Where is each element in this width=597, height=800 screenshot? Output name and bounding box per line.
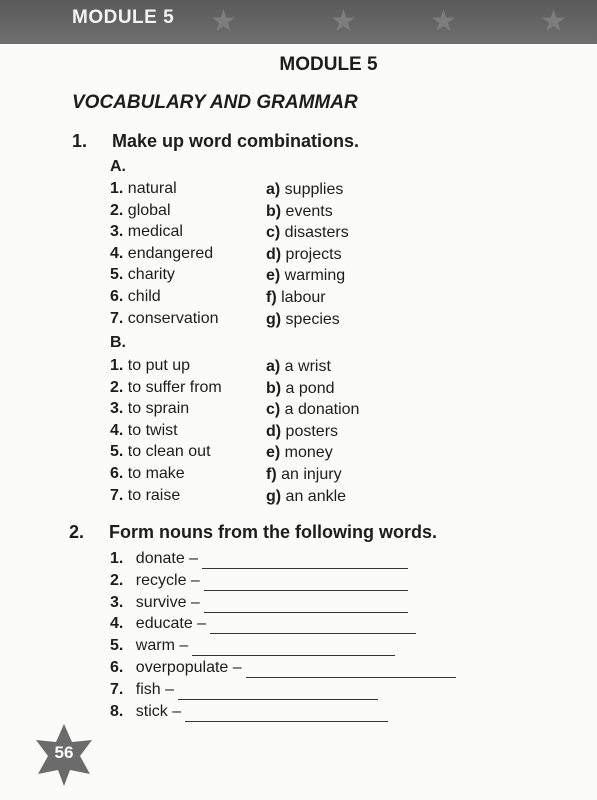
part-a-right-item: [266, 222, 349, 243]
part-a-left-item: [110, 308, 219, 329]
part-b-left-item: [110, 398, 189, 419]
part-b-left-item-text: to make: [123, 465, 185, 482]
part-a-right-item: [266, 309, 340, 330]
part-a-left-item: [110, 264, 175, 285]
task-2-item-number: 4.: [110, 615, 124, 633]
part-a-right-item: [266, 287, 326, 308]
part-a-left-item-text: global: [123, 201, 171, 219]
task-2-item: [110, 701, 388, 722]
part-a-left-item-text: conservation: [123, 309, 219, 327]
part-a-right-item-text: projects: [281, 245, 342, 263]
part-a-right-item-number: c): [266, 224, 281, 242]
part-a-left-item: [110, 286, 161, 307]
part-b-left-item: [110, 420, 178, 441]
star-decoration-icon: ★: [330, 5, 357, 38]
task-1-number: 1.: [72, 131, 88, 151]
part-b-right-item: [266, 442, 333, 463]
part-a-left-item: [110, 178, 177, 199]
task-1-heading: [72, 131, 359, 152]
answer-blank-line[interactable]: [185, 706, 388, 722]
part-b-right-item-number: e): [266, 444, 281, 462]
part-b-left-item-number: 2.: [110, 378, 124, 396]
star-decoration-icon: ★: [210, 5, 237, 38]
part-a-left-item-number: 4.: [110, 244, 124, 262]
part-a-right-item: [266, 201, 333, 222]
part-b-right-item-text: money: [280, 444, 333, 462]
part-b-left-item: [110, 485, 180, 506]
task-2-item: [110, 592, 408, 613]
part-b-right-item-number: b): [266, 379, 282, 397]
answer-blank-line[interactable]: [178, 684, 378, 700]
page-number: 56: [54, 743, 74, 762]
part-b-right-item-number: g): [266, 487, 282, 505]
task-2-item-number: 8.: [110, 702, 124, 720]
task-2-item: [110, 570, 408, 591]
task-2-item-word: donate –: [131, 550, 199, 567]
part-a-left-item: [110, 243, 213, 264]
part-b-right-item-text: a wrist: [280, 358, 331, 375]
part-b-left-item-text: to clean out: [123, 443, 211, 461]
task-2-item: [110, 635, 395, 656]
part-b-right-item-number: d): [266, 422, 282, 440]
part-a-left-item-text: charity: [123, 266, 175, 284]
task-2-item-number: 6.: [110, 659, 124, 676]
task-2-title: Form nouns from the following words.: [109, 522, 437, 542]
part-a-right-item-text: supplies: [280, 181, 344, 198]
task-2-item-number: 2.: [110, 571, 124, 589]
part-b-right-item-number: a): [266, 358, 281, 375]
part-a-left-item-number: 7.: [110, 309, 124, 327]
part-a-left-item-number: 3.: [110, 223, 124, 241]
page-number-badge: [32, 722, 96, 786]
part-b-left-item-number: 6.: [110, 465, 124, 482]
star-decoration-icon: ★: [430, 5, 457, 38]
part-a-right-item-number: e): [266, 267, 281, 285]
task-2-item-word: recycle –: [131, 571, 200, 589]
part-b-right-item-text: an ankle: [281, 487, 347, 505]
part-b-left-item-number: 1.: [110, 357, 124, 374]
task-2-item-number: 1.: [110, 550, 124, 567]
part-a-left-item-number: 2.: [110, 201, 124, 219]
section-title: VOCABULARY AND GRAMMAR: [72, 92, 358, 113]
part-b-right-item-text: a pond: [281, 379, 335, 397]
task-2-item-number: 7.: [110, 680, 124, 698]
part-a-right-item-number: a): [266, 181, 281, 198]
task-2-item-word: fish –: [131, 680, 175, 698]
part-b-right-item: [266, 356, 331, 377]
task-2-item-number: 5.: [110, 637, 124, 655]
part-a-left-item-number: 6.: [110, 288, 124, 305]
part-b-left-item: [110, 355, 190, 376]
part-a-left-item-text: child: [123, 288, 161, 305]
part-a-left-item-text: medical: [123, 223, 183, 241]
module-header-bar: [0, 0, 597, 44]
part-b-left-item-text: to put up: [123, 357, 191, 374]
part-a-left-item-number: 1.: [110, 180, 124, 197]
answer-blank-line[interactable]: [204, 575, 408, 591]
task-2-item-word: overpopulate –: [131, 659, 242, 676]
part-b-left-item-text: to twist: [123, 421, 178, 439]
part-a-right-item-number: d): [266, 245, 282, 263]
part-b-left-item-number: 4.: [110, 421, 124, 439]
task-2-item: [110, 657, 456, 678]
part-a-left-item-number: 5.: [110, 266, 124, 284]
part-a-left-item-text: endangered: [123, 244, 214, 262]
part-b-right-item: [266, 378, 335, 399]
part-b-right-item-text: posters: [281, 422, 339, 440]
part-b-left-item-number: 5.: [110, 443, 124, 461]
part-b-right-item-number: f): [266, 466, 277, 483]
part-b-left-item: [110, 463, 185, 484]
part-b-right-item-text: an injury: [276, 466, 342, 483]
task-1-title: Make up word combinations.: [112, 131, 360, 151]
part-b-left-item-number: 7.: [110, 486, 124, 504]
part-b-right-item: [266, 464, 342, 485]
part-b-left-item-number: 3.: [110, 400, 124, 418]
part-a-right-item-text: warming: [280, 267, 346, 285]
part-a-right-item-number: b): [266, 202, 282, 220]
part-b-label: B.: [110, 334, 126, 351]
task-2-item: [110, 613, 416, 634]
part-a-left-item: [110, 200, 171, 221]
part-a-right-item-number: f): [266, 289, 277, 306]
task-2-item: [110, 679, 378, 700]
part-a-left-item-text: natural: [123, 180, 177, 197]
part-b-left-item: [110, 377, 222, 398]
part-b-right-item: [266, 486, 346, 507]
task-2-number: 2.: [69, 522, 85, 542]
part-a-right-item-number: g): [266, 310, 282, 328]
part-a-right-item: [266, 265, 345, 286]
answer-blank-line[interactable]: [210, 618, 416, 634]
task-2-item-word: survive –: [131, 593, 200, 611]
part-b-right-item-text: a donation: [280, 401, 360, 419]
answer-blank-line[interactable]: [204, 597, 408, 613]
task-2-item-word: stick –: [131, 702, 182, 720]
answer-blank-line[interactable]: [246, 662, 456, 678]
task-2-item-word: warm –: [131, 637, 189, 655]
part-b-left-item: [110, 441, 211, 462]
part-b-left-item-text: to raise: [123, 486, 181, 504]
task-2-item-word: educate –: [131, 615, 207, 633]
task-2-heading: [69, 522, 437, 543]
part-a-label: A.: [110, 158, 126, 175]
part-a-right-item-text: events: [281, 202, 333, 220]
part-b-right-item-number: c): [266, 401, 281, 419]
part-a-right-item-text: disasters: [280, 224, 349, 242]
part-b-left-item-text: to suffer from: [123, 378, 222, 396]
part-b-right-item: [266, 399, 359, 420]
module-header-label: MODULE 5: [72, 7, 175, 28]
part-b-right-item: [266, 421, 338, 442]
part-a-right-item: [266, 179, 343, 200]
part-a-left-item: [110, 221, 183, 242]
part-b-left-item-text: to sprain: [123, 400, 190, 418]
part-a-right-item-text: labour: [276, 289, 326, 306]
answer-blank-line[interactable]: [192, 640, 395, 656]
part-a-right-item-text: species: [281, 310, 340, 328]
task-2-item-number: 3.: [110, 593, 124, 611]
answer-blank-line[interactable]: [202, 553, 408, 569]
star-decoration-icon: ★: [540, 5, 567, 38]
task-2-item: [110, 548, 408, 569]
part-a-right-item: [266, 244, 342, 265]
page-title: MODULE 5: [279, 54, 378, 75]
